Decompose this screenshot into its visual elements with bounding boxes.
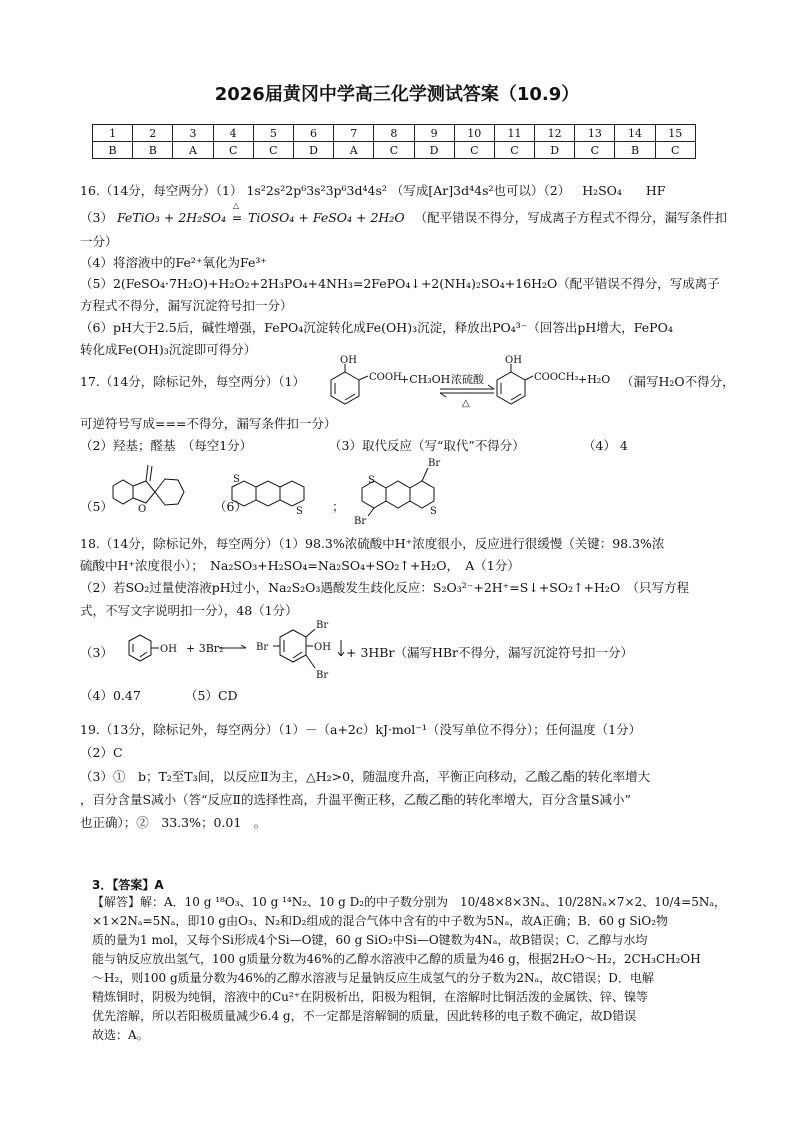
q19-line5: 也正确）；② 33.3%；0.01 。: [80, 815, 267, 830]
question-number: 2: [133, 125, 173, 142]
q19-line3: （3）① b；T₂至T₃间，以反应Ⅱ为主，△H₂>0，随温度升高，平衡正向移动，乙酸乙酯的转化率增大: [80, 769, 651, 784]
bromine-label: Br: [428, 458, 441, 469]
q18-line2: 硫酸中H⁺浓度很小）； Na₂SO₃+H₂SO₄=Na₂SO₄+SO₂↑+H₂O， A（1分）: [80, 558, 520, 573]
question-number: 7: [334, 125, 374, 142]
q16-label-3: （3）: [80, 210, 113, 225]
question-number: 5: [253, 125, 293, 142]
bromine-label: Br: [354, 516, 367, 527]
q16-line5a: （5）2(FeSO₄·7H₂O)+H₂O₂+2H₃PO₄+4NH₃=2FePO₄↓+2(NH₄)₂SO₄+16H₂O（配平错误不得分，写成离子: [80, 276, 720, 291]
oxygen-label: O: [138, 504, 147, 515]
sulfur-label: S: [233, 474, 240, 485]
q17-label-5: （5）: [80, 499, 113, 514]
answer-cell: B: [133, 142, 173, 159]
question-number: 6: [293, 125, 333, 142]
q17-line3c: （4） 4: [583, 438, 628, 453]
q16-line5b: 方程式不得分，漏写沉淀符号扣一分）: [80, 298, 293, 313]
answer-cell: C: [494, 142, 534, 159]
q17-separator: ；: [332, 499, 345, 514]
question-number: 12: [535, 125, 575, 142]
q17-line3b: （3）取代反应（写“取代”不得分）: [329, 438, 525, 453]
q17-label-6: （6）: [214, 499, 247, 514]
question-number: 9: [414, 125, 454, 142]
sulfur-label: S: [430, 506, 437, 517]
q17-note1: （漏写H₂O不得分，: [621, 374, 735, 389]
cooh-label: COOH: [369, 372, 402, 383]
answer-cell: C: [454, 142, 494, 159]
q17-line3a: （2）羟基；醛基 （每空1分）: [80, 438, 253, 453]
question-number: 1: [93, 125, 133, 142]
oh-label: OH: [340, 355, 357, 366]
question-number: 14: [615, 125, 655, 142]
q16-eq3-equals: = △: [231, 201, 243, 225]
bromine-label: Br: [256, 642, 269, 653]
page-title: 2026届黄冈中学高三化学测试答案（10.9）: [214, 84, 580, 105]
q16-answer-2a: H₂SO₄: [582, 183, 622, 198]
q18-line6a: （4）0.47: [80, 688, 141, 703]
q16-eq3-note: （配平错误不得分，写成离子方程式不得分，漏写条件扣: [414, 210, 728, 225]
answer-cell: C: [253, 142, 293, 159]
q16-config-note: （写成[Ar]3d⁴4s²也可以）（2）: [390, 183, 571, 198]
q16-eq3-left: FeTiO₃ + 2H₂SO₄: [116, 210, 227, 225]
question-number: 13: [575, 125, 615, 142]
q18-label-3: （3）: [80, 645, 113, 660]
q16-line3: 一分）: [80, 234, 118, 249]
q3-line: 优先溶解，所以若阳极质量减少6.4 g，不一定都是溶解铜的质量，因此转移的电子数不确定，故D错误: [92, 1009, 637, 1023]
q19-line1: 19.（13分，除标记外，每空两分）（1）－（a+2c）kJ·mol⁻¹（没写单位不得分）；任何温度（1分）: [80, 722, 642, 737]
answer-cell: D: [535, 142, 575, 159]
question-number: 10: [454, 125, 494, 142]
q3-line: ×1×2Nₐ=5Nₐ，即10 g由O₃、N₂和D₂组成的混合气体中含有的中子数为5Nₐ，故A正确；B．60 g SiO₂物: [92, 914, 669, 928]
q3-line: 故选：A。: [92, 1028, 149, 1042]
q18-line4: 式，不写文字说明扣一分），48（1分）: [80, 603, 298, 618]
cond-bottom-label: △: [462, 398, 470, 409]
answer-cell: B: [93, 142, 133, 159]
q19-line4: ，百分含量S减小（答“反应Ⅱ的选择性高，升温平衡正移，乙酸乙酯的转化率增大，百分含量S减小”: [80, 792, 631, 807]
q16-eq3-right: TiOSO₄ + FeSO₄ + 2H₂O: [248, 210, 405, 225]
oh-label: OH: [314, 642, 331, 653]
sulfur-label: S: [296, 506, 303, 517]
tribromophenol-structure: [256, 620, 344, 681]
q17-line2: 可逆符号写成===不得分，漏写条件扣一分）: [80, 416, 337, 431]
answer-cell: C: [374, 142, 414, 159]
q3-line: 质的量为1 mol，又每个Si形成4个Si—O键，60 g SiO₂中Si—O键数为4Nₐ，故B错误；C．乙醇与水均: [92, 933, 648, 947]
answer-cell: C: [575, 142, 615, 159]
q3-line: ～H₂，则100 g质量分数为46%的乙醇水溶液与足量钠反应生成氢气的分子数为2Nₐ，故C错误；D．电解: [92, 971, 654, 985]
oh-label: OH: [160, 644, 177, 655]
q16-answer-2b: HF: [645, 183, 666, 198]
methanol-label: +CH₃OH: [400, 373, 451, 386]
sulfur-label: S: [368, 475, 375, 486]
q3-answer-header: 3．【答案】A: [92, 878, 164, 892]
answer-cell: D: [414, 142, 454, 159]
q3-line: 精炼铜时，阴极为纯铜，溶液中的Cu²⁺在阴极析出，阳极为粗铜，在溶解时比铜活泼的金属铁、锌、镍等: [92, 990, 649, 1004]
question-number: 11: [494, 125, 534, 142]
bromine-label: Br: [316, 670, 329, 681]
q16-line6b: 转化成Fe(OH)₃沉淀即可得分）: [80, 342, 257, 357]
q16-eq3-condition: △: [233, 201, 240, 210]
cooch3-label: COOCH₃: [534, 372, 579, 383]
q18-line6b: （5）CD: [185, 688, 238, 703]
question-number: 15: [655, 125, 695, 142]
q18-line3: （2）若SO₂过量使溶液pH过小，Na₂S₂O₃遇酸发生歧化反应：S₂O₃²⁻+2H⁺=S↓+SO₂↑+H₂O （只写方程: [80, 580, 689, 595]
cond-top-label: 浓硫酸: [451, 373, 484, 386]
q16-line4: （4）将溶液中的Fe²⁺氧化为Fe³⁺: [80, 255, 267, 270]
q18-hbr-note: + 3HBr（漏写HBr不得分，漏写沉淀符号扣一分）: [346, 645, 634, 660]
phenol-structure: [129, 635, 177, 661]
q3-line: 能与钠反应放出氢气，100 g质量分数为46%的乙醇水溶液中乙醇的质量为46 g，根据2H₂O～H₂，2CH₃CH₂OH: [92, 952, 701, 966]
question-number: 3: [173, 125, 213, 142]
q19-line2: （2）C: [80, 745, 123, 760]
oh-label: OH: [505, 355, 522, 366]
answer-cell: C: [655, 142, 695, 159]
water-label: +H₂O: [578, 373, 611, 386]
question-number: 8: [374, 125, 414, 142]
answer-cell: B: [615, 142, 655, 159]
q16-electron-config: 1s²2s²2p⁶3s²3p⁶3d⁴4s²: [246, 183, 387, 198]
question-number: 4: [213, 125, 253, 142]
q16-line6a: （6）pH大于2.5后，碱性增强，FePO₄沉淀转化成Fe(OH)₃沉淀，释放出PO₄³⁻（回答出pH增大，FePO₄: [80, 320, 673, 335]
answer-cell: A: [334, 142, 374, 159]
answer-cell: D: [293, 142, 333, 159]
q16-header: 16.（14分，每空两分）（1）: [80, 183, 243, 198]
answer-cell: A: [173, 142, 213, 159]
q17-header: 17.（14分，除标记外，每空两分）（1）: [80, 374, 305, 389]
bromine-label: Br: [316, 620, 329, 631]
q3-line: 【解答】解：A．10 g ¹⁸O₃、10 g ¹⁴N₂、10 g D₂的中子数分别为 10/48×8×3Nₐ、10/28Nₐ×7×2、10/4=5Nₐ，: [92, 895, 726, 909]
answer-cell: C: [213, 142, 253, 159]
q18-line1: 18.（14分，除标记外，每空两分）（1）98.3%浓硫酸中H⁺浓度很小，反应进行很缓慢（关键：98.3%浓: [80, 536, 665, 551]
bromine-reagent-label: + 3Br₂: [186, 642, 224, 655]
